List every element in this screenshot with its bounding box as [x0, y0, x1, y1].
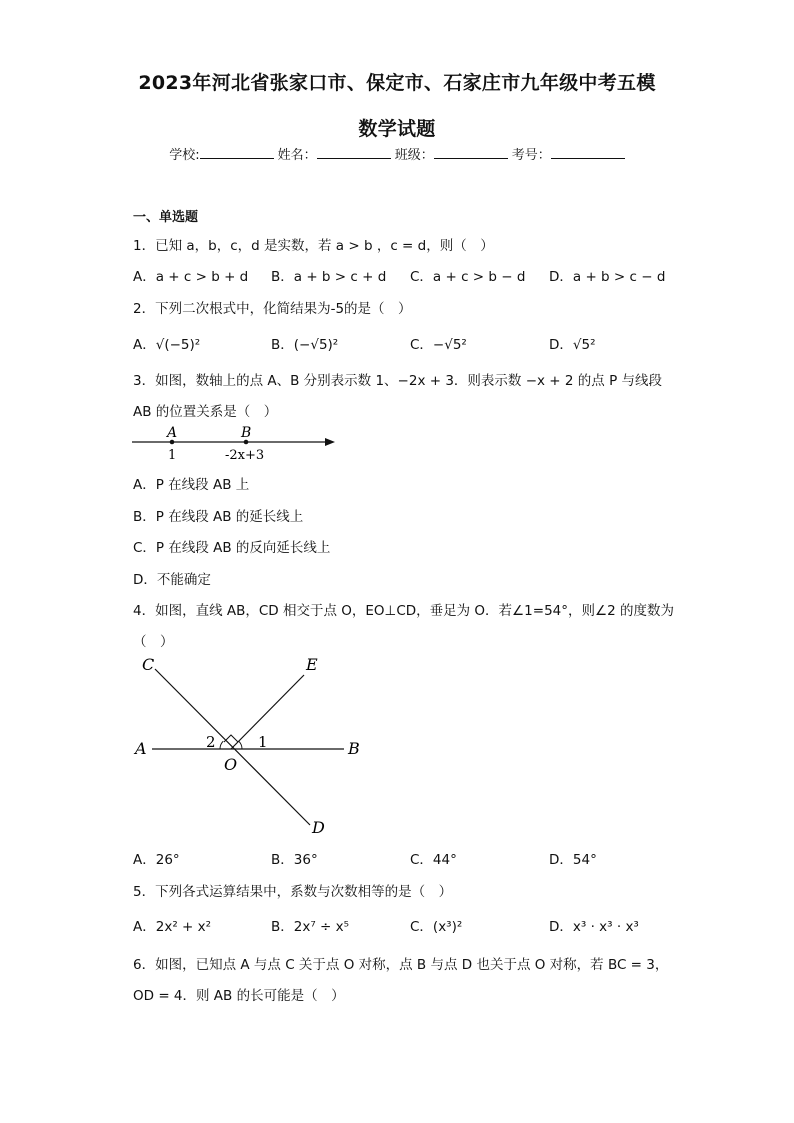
exam-title: 2023年河北省张家口市、保定市、石家庄市九年级中考五模: [138, 72, 656, 94]
question-5-stem: 5．下列各式运算结果中，系数与次数相等的是（ ）: [133, 884, 453, 900]
exam-number-label: 考号：: [511, 148, 551, 163]
question-6-stem-line1: 6．如图，已知点 A 与点 C 关于点 O 对称，点 B 与点 D 也关于点 O 对称，若 BC = 3，: [133, 957, 669, 973]
q2-option-b[interactable]: B．(−√5)²: [271, 337, 339, 353]
number-line-figure: [128, 420, 348, 466]
class-label: 班级：: [394, 148, 434, 163]
point-a-value: 1: [168, 448, 177, 463]
q2-option-c[interactable]: C．−√5²: [410, 337, 467, 353]
exam-subtitle: 数学试题: [358, 118, 436, 140]
point-b-label: B: [241, 425, 252, 441]
question-4-stem-line1: 4．如图，直线 AB，CD 相交于点 O，EO⊥CD，垂足为 O．若∠1=54°，则∠2 的度数为: [133, 603, 674, 619]
q3-option-b[interactable]: B．P 在线段 AB 的延长线上: [133, 509, 304, 525]
question-1-stem: 1．已知 a，b，c，d 是实数，若 a > b ，c = d，则（ ）: [133, 238, 494, 254]
class-blank[interactable]: [434, 144, 508, 159]
q2-option-d[interactable]: D．√5²: [549, 337, 596, 353]
q5-option-d[interactable]: D．x³ · x³ · x³: [549, 919, 639, 935]
angle-1-arc: [239, 741, 242, 749]
q4-option-a[interactable]: A．26°: [133, 852, 180, 868]
q1-option-a[interactable]: A．a + c > b + d: [133, 269, 249, 285]
q3-option-c[interactable]: C．P 在线段 AB 的反向延长线上: [133, 540, 331, 556]
question-2-stem: 2．下列二次根式中，化简结果为-5的是（ ）: [133, 301, 412, 317]
q5-option-c[interactable]: C．(x³)²: [410, 919, 463, 935]
student-info-row: [0, 144, 794, 163]
label-angle-2: 2: [206, 733, 216, 751]
name-blank[interactable]: [317, 144, 391, 159]
q5-option-b[interactable]: B．2x⁷ ÷ x⁵: [271, 919, 350, 935]
q4-option-c[interactable]: C．44°: [410, 852, 457, 868]
school-label: 学校:: [169, 148, 200, 163]
question-3-stem-line1: 3．如图，数轴上的点 A、B 分别表示数 1、−2x + 3．则表示数 −x + 2 的点 P 与线段: [133, 373, 663, 389]
school-blank[interactable]: [200, 144, 274, 159]
number-line-arrow-icon: [325, 438, 335, 446]
q2-option-a[interactable]: A．√(−5)²: [133, 337, 201, 353]
label-a: A: [135, 739, 147, 758]
point-b-value: -2x+3: [225, 448, 265, 463]
section-title: 一、单选题: [133, 210, 199, 225]
question-3-stem-line2: AB 的位置关系是（ ）: [133, 404, 278, 420]
intersecting-lines-figure: [130, 650, 370, 840]
name-label: 姓名：: [277, 148, 317, 163]
q4-option-d[interactable]: D．54°: [549, 852, 597, 868]
angle-2-arc: [220, 741, 223, 749]
label-e: E: [306, 655, 318, 674]
label-angle-1: 1: [258, 733, 268, 751]
exam-number-blank[interactable]: [551, 144, 625, 159]
question-6-stem-line2: OD = 4．则 AB 的长可能是（ ）: [133, 988, 345, 1004]
question-4-stem-line2: （ ）: [133, 634, 174, 650]
q3-option-d[interactable]: D．不能确定: [133, 572, 211, 588]
q1-option-d[interactable]: D．a + b > c − d: [549, 269, 666, 285]
label-o: O: [224, 755, 238, 774]
label-b: B: [348, 739, 360, 758]
q4-option-b[interactable]: B．36°: [271, 852, 318, 868]
q5-option-a[interactable]: A．2x² + x²: [133, 919, 212, 935]
label-c: C: [142, 655, 155, 674]
q3-option-a[interactable]: A．P 在线段 AB 上: [133, 477, 250, 493]
point-a-label: A: [167, 425, 178, 441]
q1-option-c[interactable]: C．a + c > b − d: [410, 269, 526, 285]
q1-option-b[interactable]: B．a + b > c + d: [271, 269, 387, 285]
label-d: D: [312, 818, 325, 837]
